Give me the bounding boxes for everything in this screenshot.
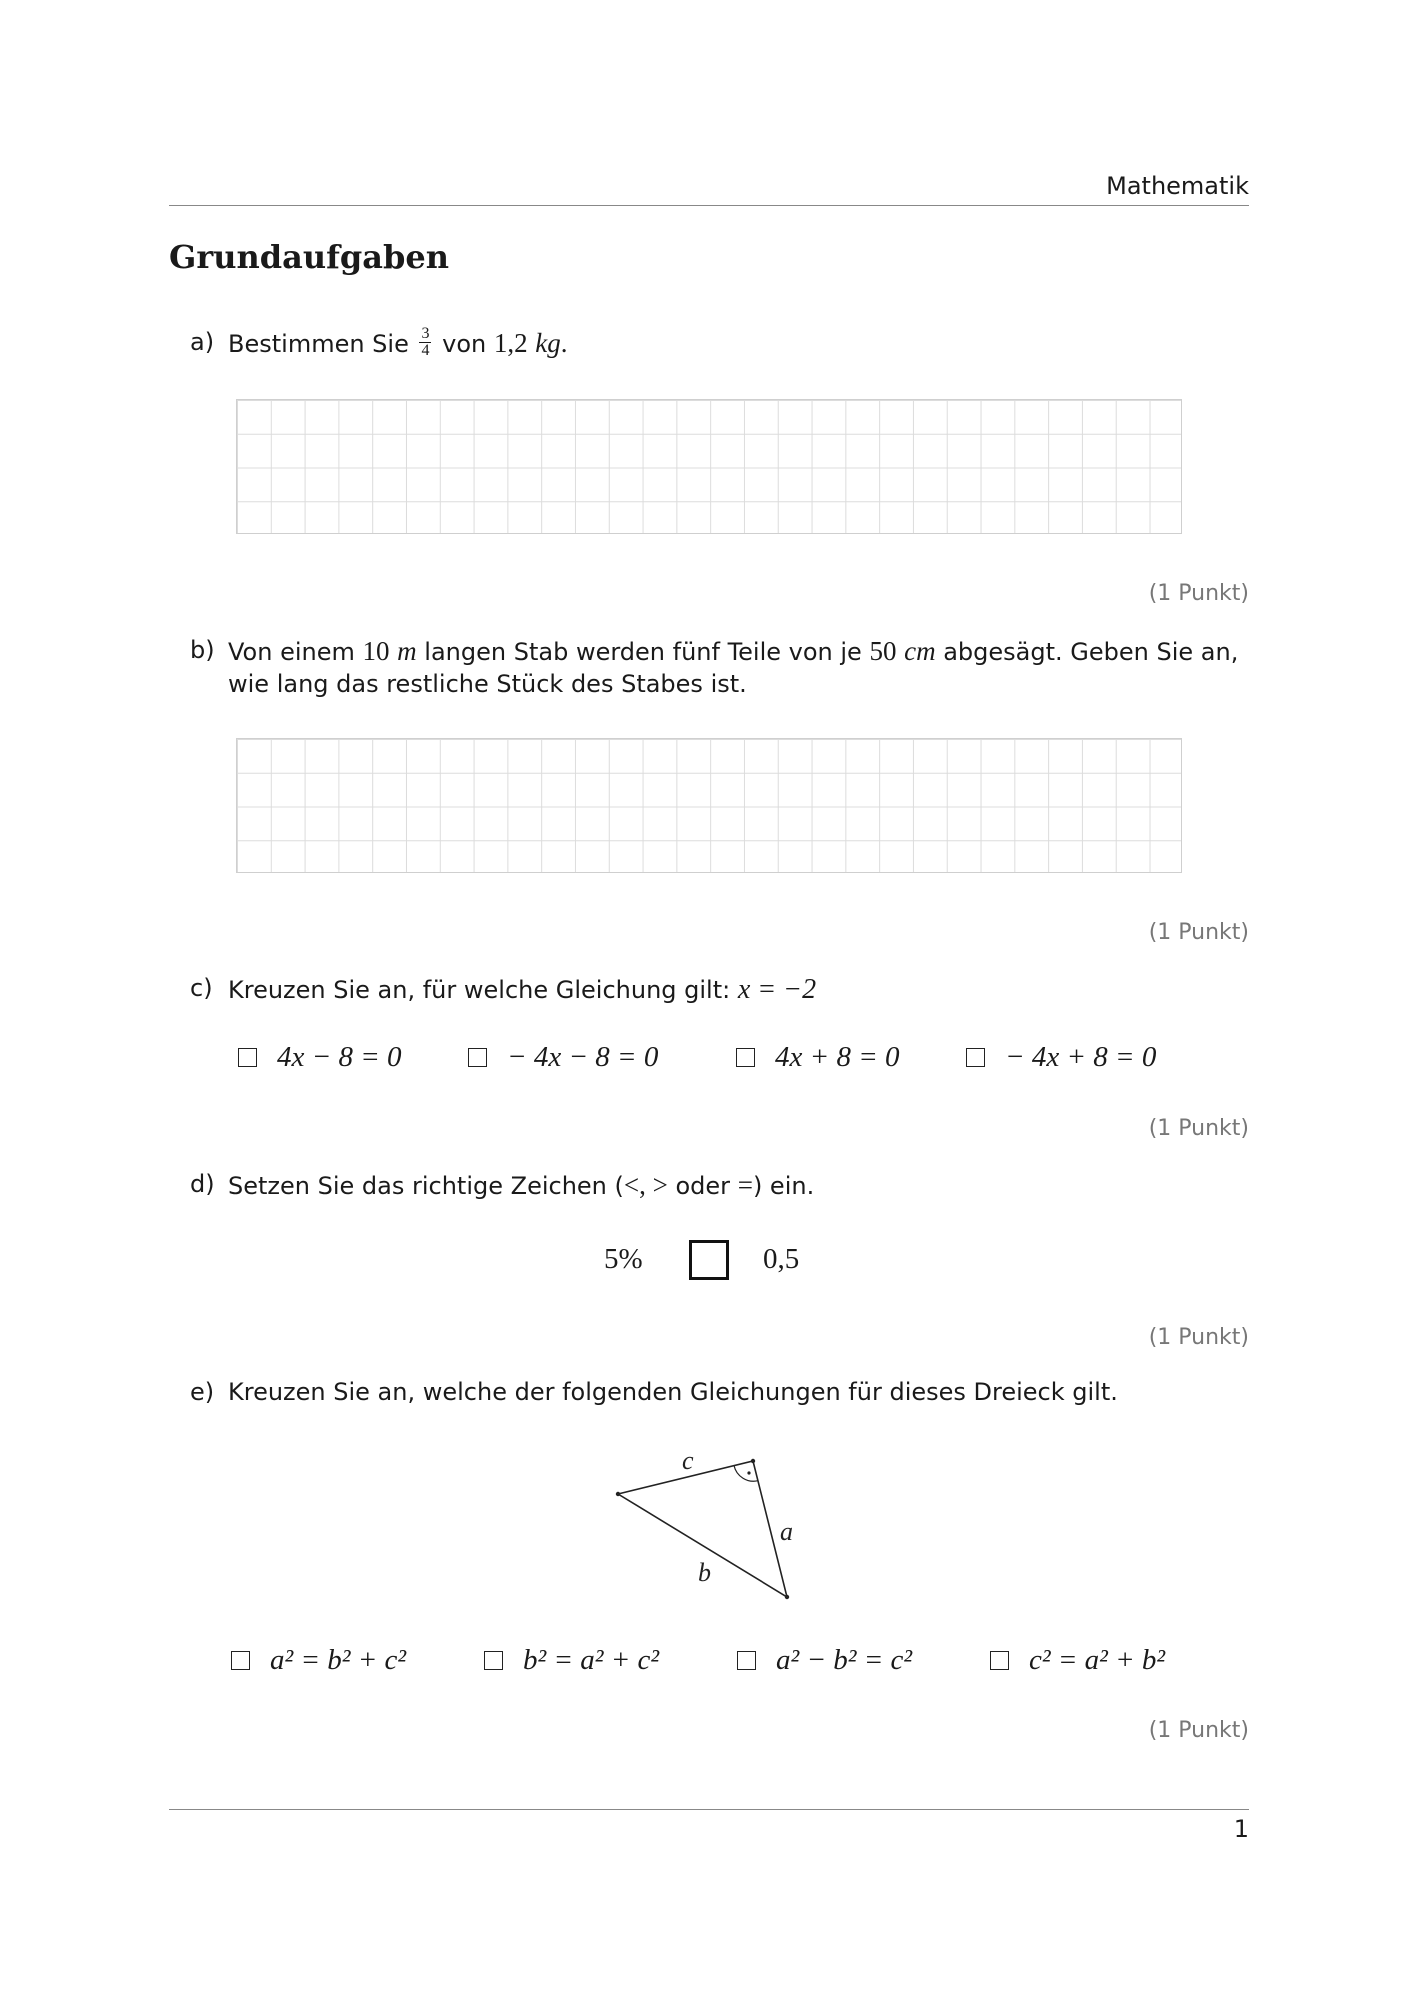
footer-rule xyxy=(169,1809,1249,1810)
page-number: 1 xyxy=(1233,1815,1249,1843)
fraction-three-quarters: $\frac{3}{4}$ xyxy=(421,324,430,359)
option-c-4[interactable]: − 4x + 8 = 0 xyxy=(966,1041,1156,1074)
option-e-2[interactable]: b² = a² + c² xyxy=(484,1644,659,1677)
side-label-b: b xyxy=(698,1558,711,1587)
task-c xyxy=(190,974,1190,1014)
answer-grid-a[interactable] xyxy=(236,399,1182,534)
option-c-1[interactable]: 4x − 8 = 0 xyxy=(238,1041,402,1074)
task-a-label: a) xyxy=(190,328,215,356)
option-e-3[interactable]: a² − b² = c² xyxy=(737,1644,912,1677)
task-b-label: b) xyxy=(190,636,215,664)
header-subject: Mathematik xyxy=(1106,172,1249,200)
checkbox-e-3[interactable] xyxy=(737,1651,756,1670)
checkbox-c-1[interactable] xyxy=(238,1048,257,1067)
task-c-text: Kreuzen Sie an, für welche Gleichung gilt: x = −2 xyxy=(228,974,817,1005)
option-c-2[interactable]: − 4x − 8 = 0 xyxy=(468,1041,658,1074)
task-d-label: d) xyxy=(190,1170,215,1198)
task-b-points: (1 Punkt) xyxy=(1148,920,1249,945)
task-e-text: Kreuzen Sie an, welche der folgenden Gleichungen für dieses Dreieck gilt. xyxy=(228,1378,1118,1406)
task-d xyxy=(190,1170,1190,1210)
checkbox-c-4[interactable] xyxy=(966,1048,985,1067)
task-d-text: Setzen Sie das richtige Zeichen (<, > oder =) ein. xyxy=(228,1170,815,1200)
side-label-a: a xyxy=(780,1517,793,1546)
task-e xyxy=(190,1378,1190,1418)
checkbox-c-3[interactable] xyxy=(736,1048,755,1067)
option-c-3[interactable]: 4x + 8 = 0 xyxy=(736,1041,900,1074)
task-a-points: (1 Punkt) xyxy=(1148,581,1249,606)
right-triangle-figure xyxy=(600,1440,820,1610)
task-e-points: (1 Punkt) xyxy=(1148,1718,1249,1743)
compare-right-value: 0,5 xyxy=(763,1243,800,1275)
task-a xyxy=(190,324,1190,368)
task-d-points: (1 Punkt) xyxy=(1148,1325,1249,1350)
option-e-4[interactable]: c² = a² + b² xyxy=(990,1644,1165,1677)
compare-left-value: 5% xyxy=(604,1243,643,1275)
task-a-text: Bestimmen Sie $\frac{3}{4}$ von 1,2 kg. xyxy=(228,324,568,359)
task-c-points: (1 Punkt) xyxy=(1148,1116,1249,1141)
vertex-left xyxy=(616,1492,620,1496)
option-e-1[interactable]: a² = b² + c² xyxy=(231,1644,406,1677)
vertex-top xyxy=(751,1459,755,1463)
checkbox-e-1[interactable] xyxy=(231,1651,250,1670)
right-angle-dot xyxy=(747,1471,750,1474)
checkbox-c-2[interactable] xyxy=(468,1048,487,1067)
section-title: Grundaufgaben xyxy=(169,238,449,276)
vertex-bottom xyxy=(785,1595,789,1599)
side-label-c: c xyxy=(682,1446,694,1475)
checkbox-e-4[interactable] xyxy=(990,1651,1009,1670)
comparison-answer-box[interactable] xyxy=(689,1240,729,1280)
task-b-line1: Von einem 10 m langen Stab werden fünf Teile von je 50 cm abgesägt. Geben Sie an, xyxy=(228,636,1239,666)
answer-grid-b[interactable] xyxy=(236,738,1182,873)
task-e-label: e) xyxy=(190,1378,215,1406)
task-b xyxy=(190,636,1260,716)
task-c-label: c) xyxy=(190,974,213,1002)
header-rule xyxy=(169,205,1249,206)
task-b-line2: wie lang das restliche Stück des Stabes ist. xyxy=(228,670,747,698)
checkbox-e-2[interactable] xyxy=(484,1651,503,1670)
